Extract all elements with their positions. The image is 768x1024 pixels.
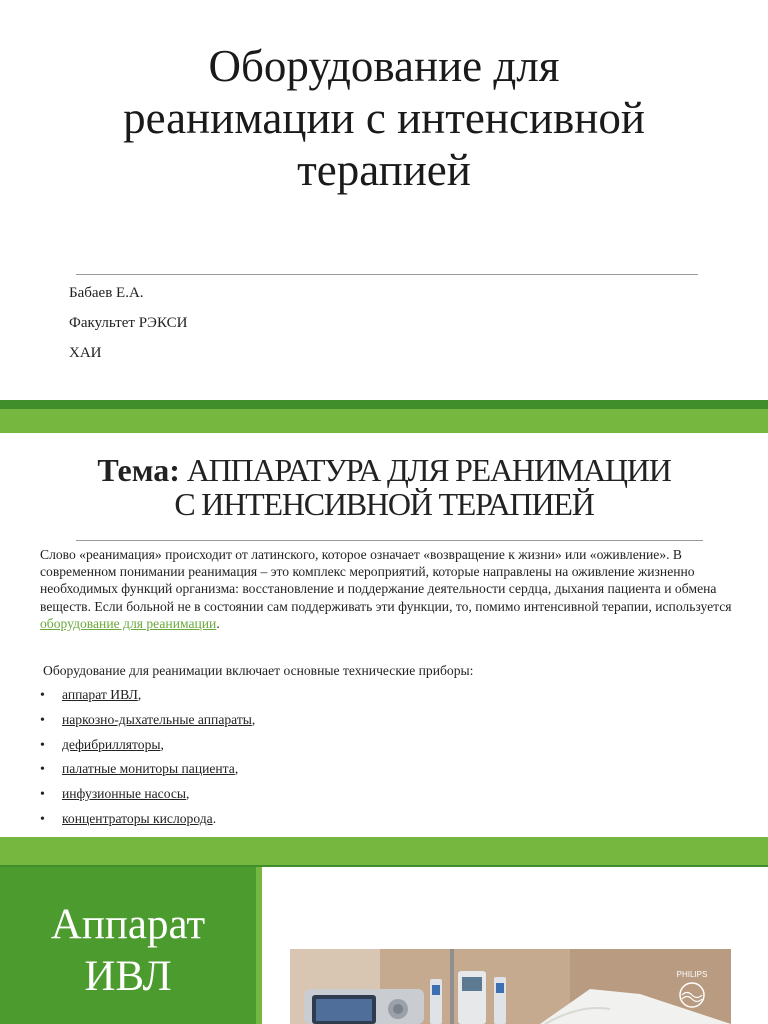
patient-monitors-link[interactable]: палатные мониторы пациента	[62, 761, 235, 777]
topic-slide	[0, 433, 768, 837]
topic-divider	[76, 540, 703, 541]
bullet-icon: •	[40, 712, 45, 728]
title-line-1: Оборудование для	[208, 41, 560, 91]
topic-line-1: АППАРАТУРА ДЛЯ РЕАНИМАЦИИ	[179, 452, 671, 488]
oxygen-concentrators-link[interactable]: концентраторы кислорода	[62, 810, 213, 826]
anesthesia-machines-link[interactable]: наркозно-дыхательные аппараты	[62, 711, 252, 727]
bullet-icon: •	[40, 762, 45, 778]
ventilator-illustration	[290, 949, 731, 1024]
list-item	[40, 810, 255, 835]
panel-title-line-2: ИВЛ	[84, 953, 172, 1000]
ventilator-slide	[0, 867, 768, 1024]
slide-separator	[0, 409, 768, 433]
faculty-name: Факультет РЭКСИ	[69, 315, 188, 331]
list-item	[40, 711, 255, 736]
list-item	[40, 760, 255, 785]
ventilator-link[interactable]: аппарат ИВЛ	[62, 687, 138, 702]
university-name: ХАИ	[69, 345, 102, 361]
list-item	[40, 736, 255, 761]
list-intro: Оборудование для реанимации включает основные технические приборы:	[43, 663, 474, 678]
ventilator-photo	[290, 949, 731, 1024]
panel-title	[0, 899, 256, 1003]
equipment-link[interactable]: оборудование для реанимации	[40, 615, 217, 631]
bullet-icon: •	[40, 688, 45, 703]
defibrillators-link[interactable]: дефибрилляторы	[62, 736, 161, 752]
topic-heading	[40, 453, 728, 521]
topic-label: Тема:	[97, 452, 180, 488]
infusion-pumps-link[interactable]: инфузионные насосы	[62, 786, 187, 802]
intro-paragraph	[40, 546, 748, 632]
title-panel	[0, 867, 256, 1024]
item-suffix: ,	[234, 761, 239, 777]
equipment-list	[40, 686, 255, 835]
bullet-icon: •	[40, 811, 45, 827]
item-suffix: ,	[186, 786, 190, 802]
panel-edge	[256, 867, 262, 1024]
title-line-3: терапией	[297, 145, 471, 195]
slide-separator-2	[0, 837, 768, 865]
author-info	[69, 286, 187, 376]
item-suffix: .	[212, 810, 217, 826]
title-slide	[0, 0, 768, 400]
photo-brand: PHILIPS	[676, 970, 708, 979]
item-suffix: ,	[251, 711, 256, 727]
paragraph-text: Слово «реанимация» происходит от латинского, которое означает «возвращение к жизни» или «оживление». В современном понимании реанимация – это комплекс мероприятий, которые направлены на оживление жизненно необходимых функций организма: восстановление и поддержание деятельности сердца, дыхания пациента и обмена веществ. Если больной не в состоянии сам поддерживать эти функции, то, помимо интенсивной терапии, используется	[40, 547, 732, 614]
topic-line-2: С ИНТЕНСИВНОЙ ТЕРАПИЕЙ	[174, 486, 594, 522]
bullet-icon: •	[40, 737, 45, 753]
panel-title-line-1: Аппарат	[50, 901, 206, 948]
slide-title	[40, 40, 728, 196]
list-item	[40, 785, 255, 810]
title-divider	[76, 274, 698, 275]
slide-separator-dark	[0, 400, 768, 409]
bullet-icon: •	[40, 787, 45, 803]
list-item	[40, 686, 255, 711]
paragraph-end: .	[216, 615, 220, 631]
title-line-2: реанимации с интенсивной	[123, 93, 645, 143]
item-suffix: ,	[160, 736, 164, 752]
author-name: Бабаев Е.А.	[69, 285, 144, 301]
item-suffix: ,	[137, 687, 142, 702]
